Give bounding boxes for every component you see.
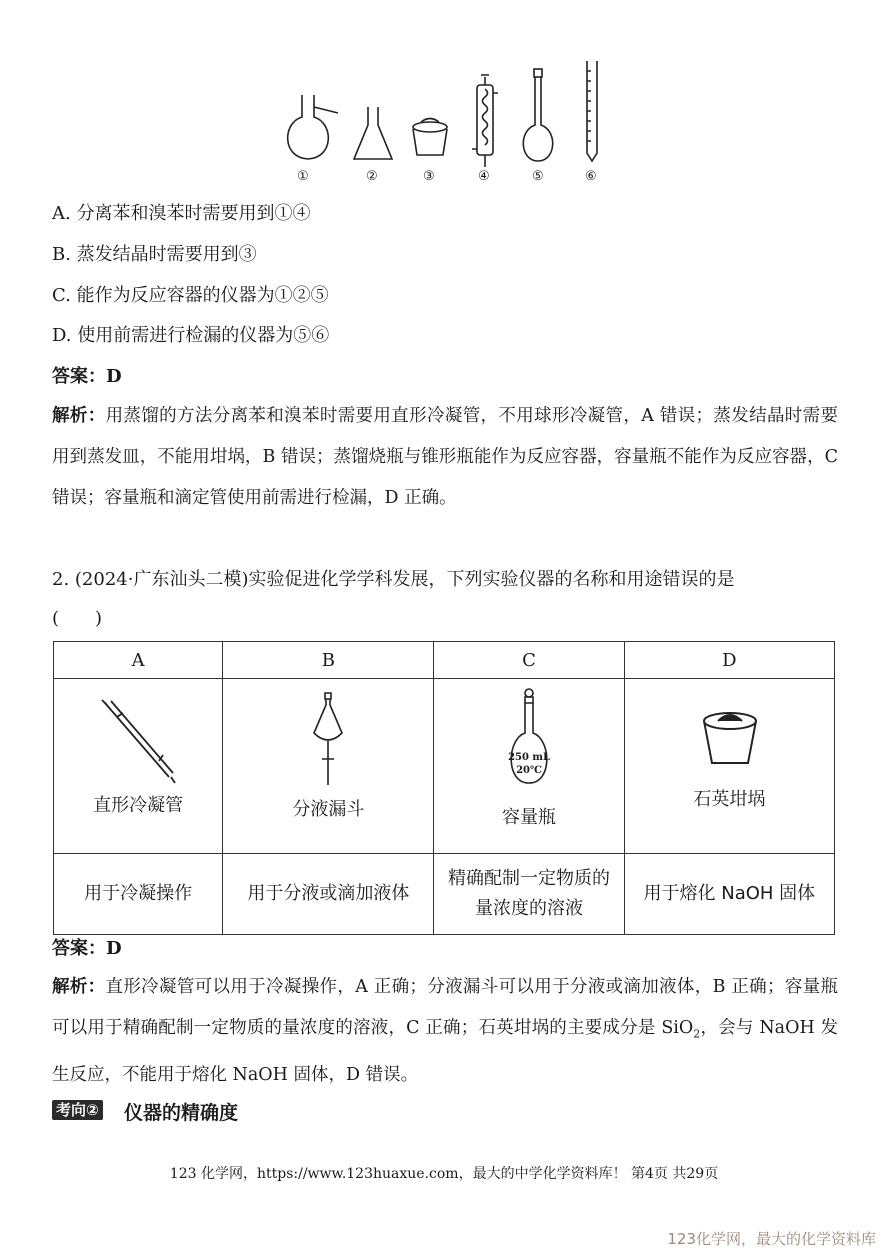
instrument-table — [53, 641, 835, 935]
name-condenser: 直形冷凝管 — [93, 795, 184, 816]
flask-label-volume: 250 mL — [508, 752, 551, 763]
question-2-paren: ( ) — [52, 608, 103, 629]
cell-condenser — [54, 679, 223, 854]
ball-condenser-drawing — [472, 75, 498, 167]
use-volumetric-flask: 精确配制一定物质的量浓度的溶液 — [434, 854, 624, 935]
crucible-drawing — [413, 119, 447, 156]
option-a: A. 分离苯和溴苯时需要用到①④ — [52, 203, 311, 224]
figure-label-5: ⑤ — [532, 169, 544, 184]
answer-label: 答案： — [52, 938, 106, 959]
cell-crucible — [624, 679, 834, 854]
analysis-text: 用蒸馏的方法分离苯和溴苯时需要用直形冷凝管，不用球形冷凝管，A 错误；蒸发结晶时需要用到蒸发皿，不能用坩埚，B 错误；蒸馏烧瓶与锥形瓶能作为反应容器，容量瓶不能作为反应容器，C 错误；容量瓶和滴定管使用前需进行检漏，D 正确。 — [52, 406, 839, 508]
section-tag: 考向② — [52, 1100, 103, 1120]
answer-value: D — [106, 366, 122, 387]
use-crucible: 用于熔化 NaOH 固体 — [624, 854, 834, 935]
option-c: C. 能作为反应容器的仪器为①②⑤ — [52, 285, 329, 306]
burette-drawing — [587, 61, 597, 161]
subscript: 2 — [693, 1027, 701, 1041]
figure-label-4: ④ — [478, 169, 490, 184]
use-funnel: 用于分液或滴加液体 — [223, 854, 434, 935]
col-header-a: A — [54, 642, 223, 679]
name-volumetric-flask: 容量瓶 — [502, 807, 557, 828]
watermark: 123化学网，最大的化学资料库 — [667, 1230, 876, 1248]
answer-label: 答案： — [52, 366, 106, 387]
name-funnel: 分液漏斗 — [292, 799, 365, 820]
distilling-flask-drawing — [288, 95, 338, 159]
crucible-icon — [700, 709, 760, 769]
volumetric-flask-drawing — [523, 69, 552, 161]
option-b: B. 蒸发结晶时需要用到③ — [52, 244, 257, 265]
analysis-label: 解析： — [52, 977, 106, 997]
cell-funnel — [223, 679, 434, 854]
name-crucible: 石英坩埚 — [693, 789, 766, 810]
answer-2 — [52, 937, 122, 961]
figure-label-2: ② — [366, 169, 378, 184]
option-d: D. 使用前需进行检漏的仪器为⑤⑥ — [52, 325, 330, 346]
col-header-c: C — [434, 642, 624, 679]
analysis-text-2: ，会与 NaOH 发生反应，不能用于熔化 NaOH 固体，D 错误。 — [52, 1018, 838, 1085]
instrument-figure — [270, 55, 610, 190]
col-header-b: B — [223, 642, 434, 679]
col-header-d: D — [624, 642, 834, 679]
analysis-1 — [52, 396, 838, 519]
analysis-label: 解析： — [52, 406, 106, 426]
analysis-text-1: 直形冷凝管可以用于冷凝操作，A 正确；分液漏斗可以用于分液或滴加液体，B 正确；容量瓶可以用于精确配制一定物质的量浓度的溶液，C 正确；石英坩埚的主要成分是 SiO — [52, 977, 839, 1038]
question-2-stem: 2. (2024·广东汕头二模)实验促进化学学科发展，下列实验仪器的名称和用途错误的是 — [52, 569, 735, 590]
analysis-2 — [52, 967, 838, 1096]
page-footer: 123 化学网，https://www.123huaxue.com，最大的中学化学资料库！ 第4页 共29页 — [169, 1166, 719, 1182]
answer-value: D — [106, 938, 122, 959]
cell-volumetric-flask — [434, 679, 624, 854]
separatory-funnel-icon — [308, 689, 348, 789]
figure-label-3: ③ — [423, 169, 435, 184]
answer-1 — [52, 365, 122, 389]
figure-label-1: ① — [297, 169, 309, 184]
condenser-icon — [99, 697, 179, 787]
figure-label-6: ⑥ — [585, 169, 597, 184]
flask-label-temp: 20℃ — [516, 765, 542, 776]
conical-flask-drawing — [354, 107, 392, 159]
section-title: 仪器的精确度 — [124, 1102, 239, 1124]
use-condenser: 用于冷凝操作 — [54, 854, 223, 935]
